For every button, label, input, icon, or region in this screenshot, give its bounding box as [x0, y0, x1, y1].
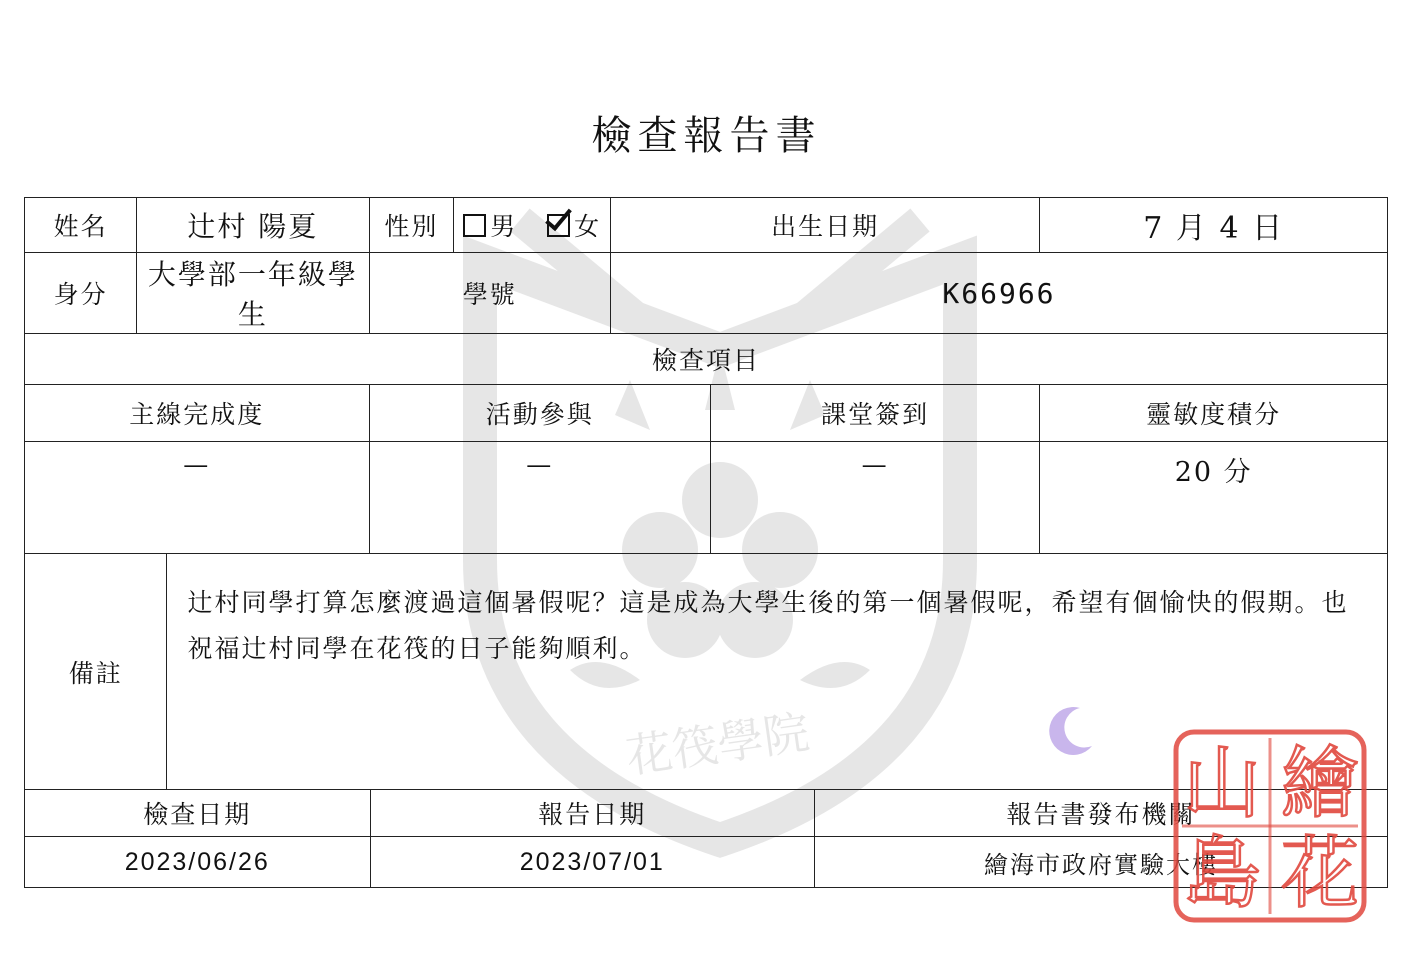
- female-checkbox[interactable]: [547, 214, 570, 237]
- col-sensitivity-score: 靈敏度積分: [1040, 385, 1388, 442]
- check-items-header: 檢查項目: [25, 334, 1388, 385]
- svg-text:島: 島: [1182, 829, 1262, 919]
- check-date-value: 2023/06/26: [25, 837, 371, 888]
- female-label: 女: [574, 212, 602, 241]
- val-main-progress: —: [25, 442, 370, 554]
- birth-date-value: 7 月 4 日: [1040, 198, 1388, 253]
- report-date-value: 2023/07/01: [370, 837, 815, 888]
- student-id-value: K66966: [610, 253, 1387, 334]
- gender-label: 性別: [369, 198, 454, 253]
- name-label: 姓名: [25, 198, 137, 253]
- report-date-label: 報告日期: [370, 790, 815, 837]
- male-checkbox[interactable]: [463, 214, 486, 237]
- svg-text:花: 花: [1280, 829, 1360, 919]
- val-sensitivity-score: 20 分: [1040, 442, 1388, 554]
- svg-text:山: 山: [1182, 739, 1262, 829]
- val-event-participation: —: [369, 442, 710, 554]
- identity-value: 大學部一年級學生: [137, 253, 369, 334]
- col-event-participation: 活動參與: [369, 385, 710, 442]
- col-class-attendance: 課堂簽到: [710, 385, 1039, 442]
- svg-text:繪: 繪: [1280, 739, 1360, 829]
- remarks-label: 備註: [25, 554, 167, 790]
- name-value: 辻村 陽夏: [137, 198, 369, 253]
- issuer-label: 報告書發布機關: [815, 790, 1388, 837]
- val-class-attendance: —: [710, 442, 1039, 554]
- birth-date-label: 出生日期: [610, 198, 1039, 253]
- issuer-value: 繪海市政府實驗大樓: [815, 837, 1388, 888]
- col-main-progress: 主線完成度: [25, 385, 370, 442]
- identity-label: 身分: [25, 253, 137, 334]
- student-id-label: 學號: [369, 253, 610, 334]
- remarks-text: 辻村同學打算怎麼渡過這個暑假呢？這是成為大學生後的第一個暑假呢，希望有個愉快的假期。也祝福辻村同學在花筏的日子能夠順利。: [167, 554, 1388, 790]
- report-table: [24, 197, 1388, 888]
- page-title: 檢查報告書: [591, 113, 822, 159]
- check-date-label: 檢查日期: [25, 790, 371, 837]
- watermark-text: 花筏學院: [622, 704, 813, 784]
- gender-options: [454, 198, 611, 253]
- male-label: 男: [490, 212, 518, 241]
